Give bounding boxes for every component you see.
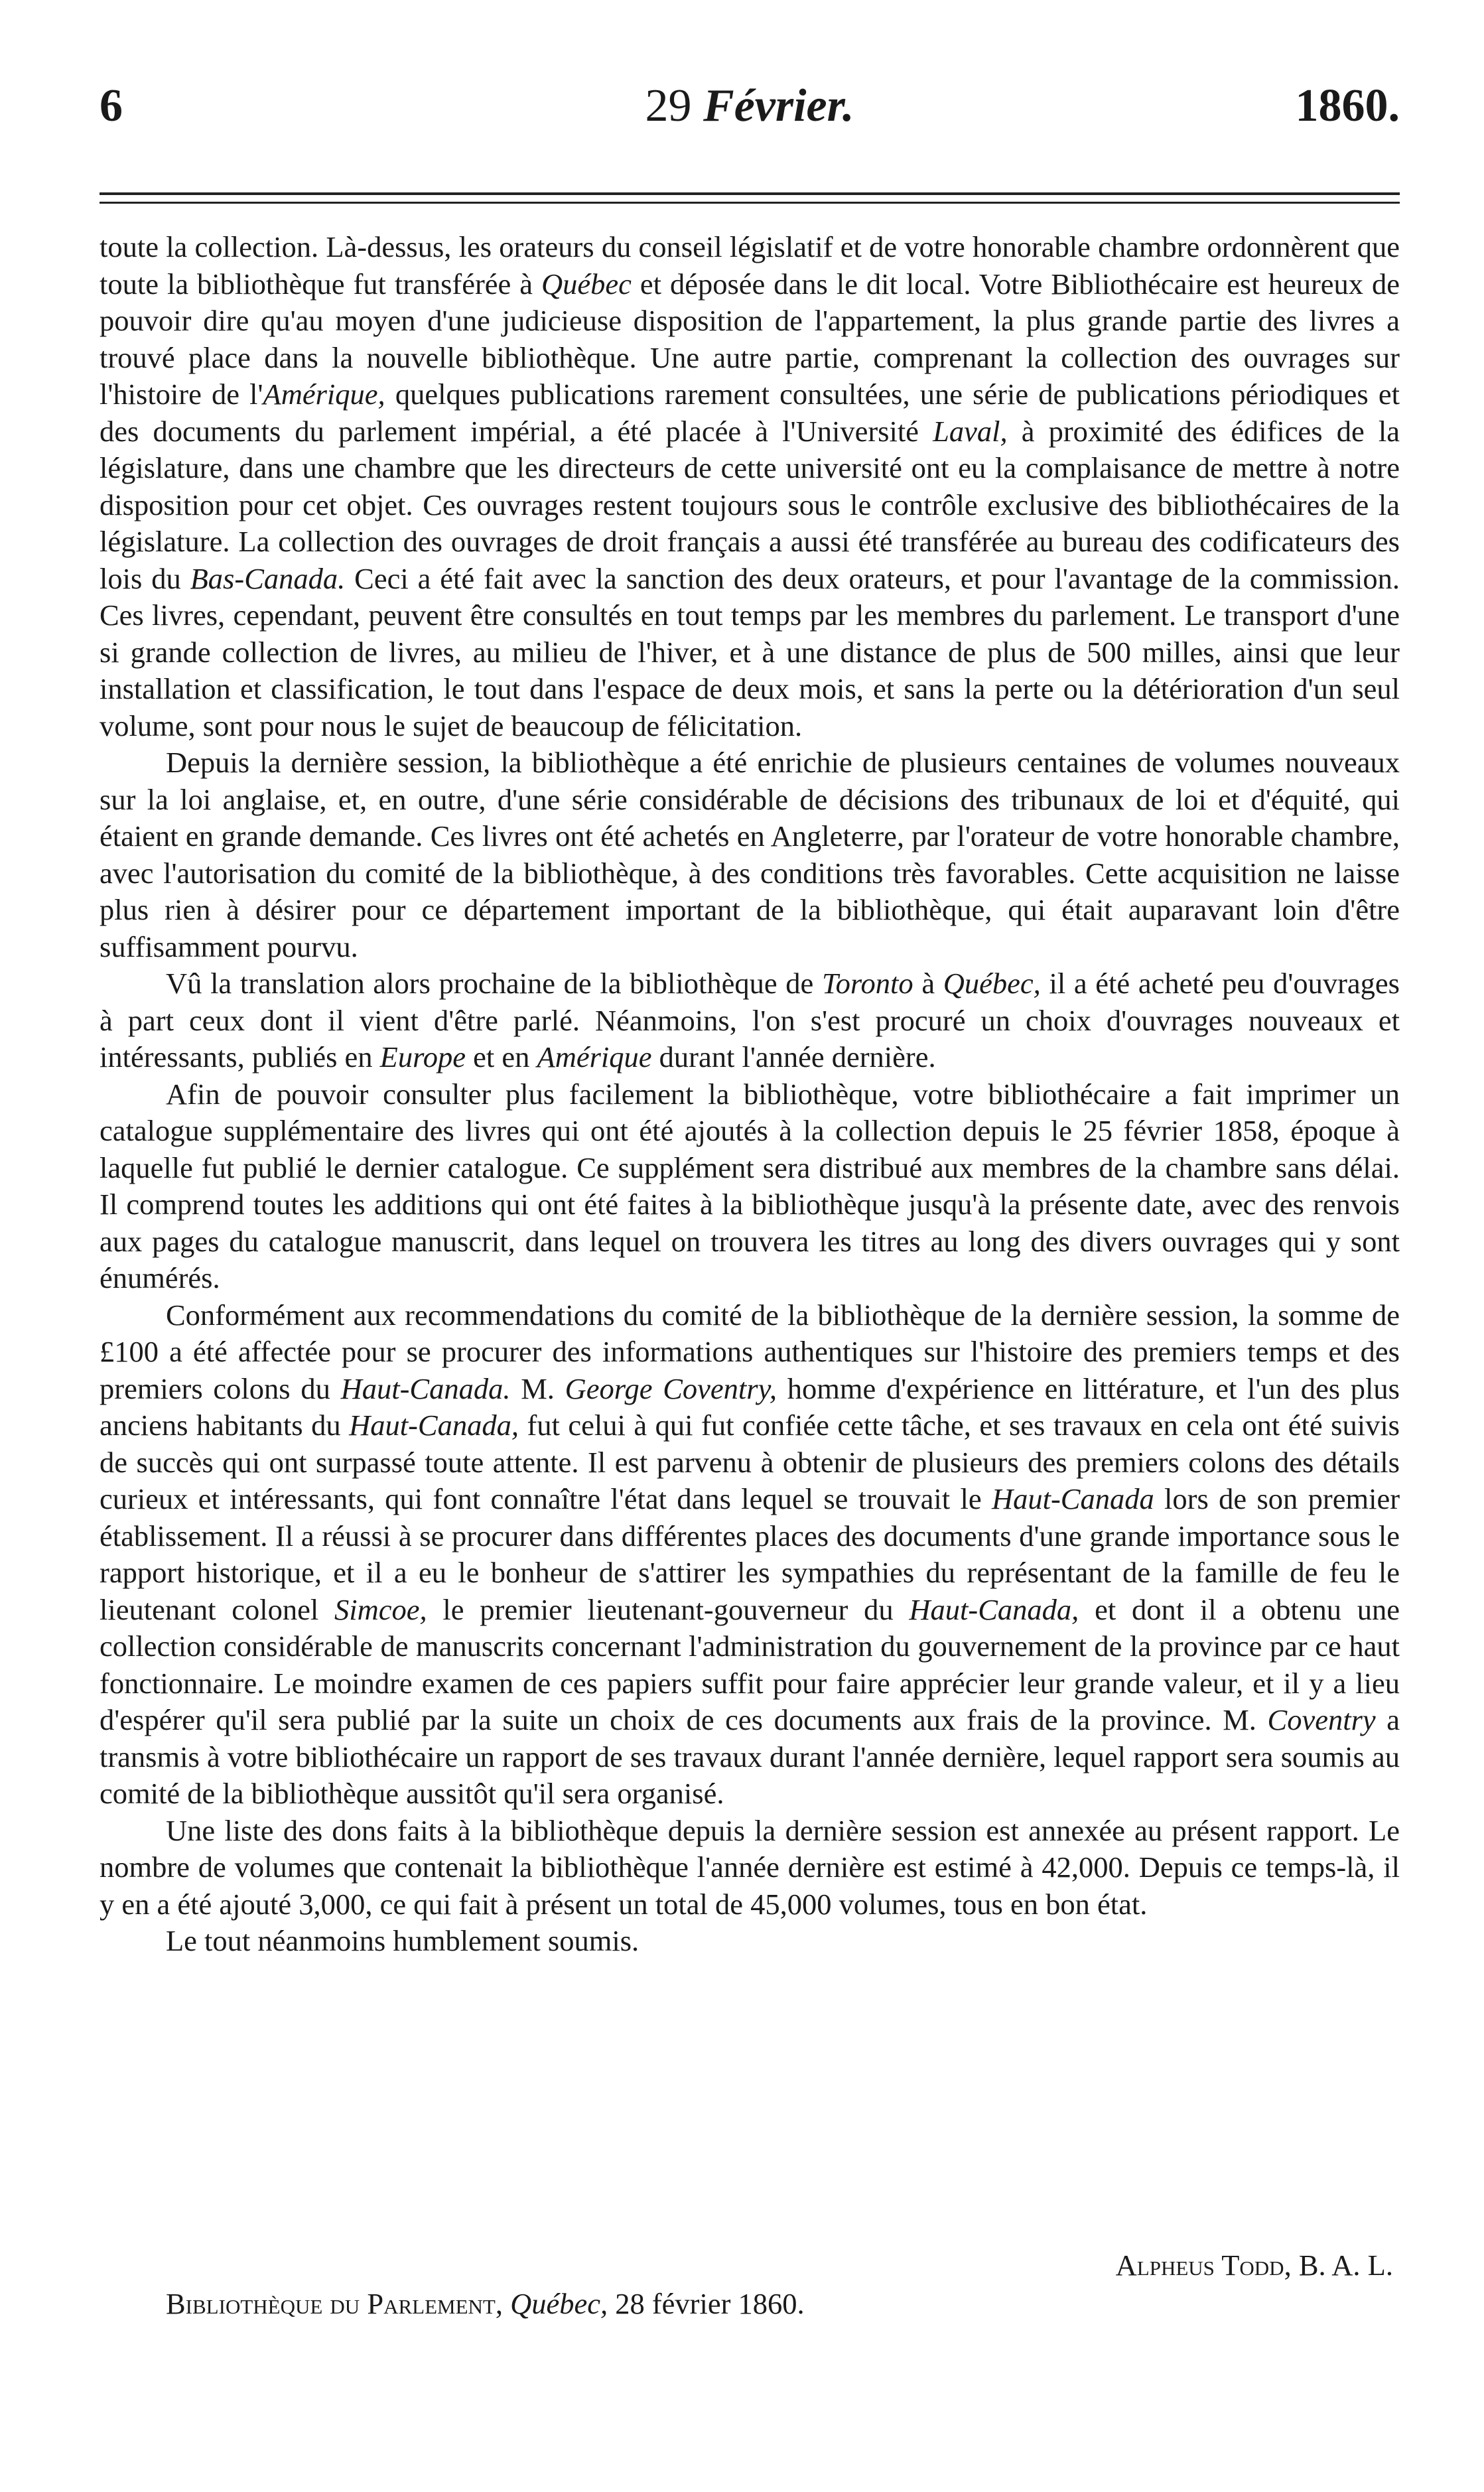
paragraph (100, 1813, 1400, 1923)
text-run: Le tout néanmoins humblement soumis. (166, 1924, 640, 1957)
header-date-day: 29 (645, 80, 692, 131)
italic-text: Simcoe, (334, 1592, 427, 1626)
paragraph (100, 965, 1400, 1076)
text-run: Une liste des dons faits à la bibliothèque depuis la dernière session est annexée au présent rapport. Le nombre de volumes que contenait la bibliothèque l'année dernière est estimé à 42,000. Depuis ce temps-là, il y en a été ajouté 3,000, ce qui fait à présent un total de 45,000 volumes, tous en bon état. (100, 1813, 1400, 1921)
text-run: a transmis à votre bibliothécaire un rapport de ses travaux durant l'année dernière, lequel rapport sera soumis au comité de la bibliothèque aussitôt qu'il sera organisé. (100, 1703, 1400, 1810)
text-run: le premier lieutenant-gouverneur du (427, 1592, 910, 1626)
signature-block (100, 2246, 1400, 2323)
header-year: 1860. (1295, 80, 1400, 131)
italic-text: Québec, (943, 967, 1041, 1000)
text-run: et en (466, 1040, 537, 1073)
signature-author: Alpheus Todd, B. A. L. (1115, 2249, 1393, 2282)
italic-text: Coventry (1267, 1703, 1376, 1736)
text-run: homme d'expérience en littérature, et l'un des plus anciens habitants du (100, 1371, 1400, 1442)
text-run: il a été acheté peu d'ouvrages à part ceux dont il vient d'être parlé. Néanmoins, l'on s'est procuré un choix d'ouvrages nouveaux et intéressants, publiés en (100, 967, 1400, 1073)
text-run: Ceci a été fait avec la sanction des deux orateurs, et pour l'avantage de la commission. Ces livres, cependant, peuvent être consultés en tout temps par les membres du parlement. Le transport d'une si grande collection de livres, au milieu de l'hiver, et à une distance de plus de 500 milles, ainsi que leur installation et classification, le tout dans l'espace de deux mois, et sans la perte ou la détérioration d'un seul volume, sont pour nous le sujet de beaucoup de félicitation. (100, 561, 1400, 742)
signature-city: Québec, (510, 2287, 608, 2320)
signature-place (100, 2284, 1400, 2323)
text-run: Depuis la dernière session, la bibliothèque a été enrichie de plusieurs centaines de volumes nouveaux sur la loi anglaise, et, en outre, d'une série considérable de décisions des tribunaux de loi et d'équité, qui étaient en grande demande. Ces livres ont été achetés en Angleterre, par l'orateur de votre honorable chambre, avec l'autorisation du comité de la bibliothèque, à des conditions très favorables. Cette acquisition ne laisse plus rien à désirer pour ce département important de la bibliothèque, qui était auparavant loin d'être suffisamment pourvu. (100, 746, 1400, 963)
italic-text: Haut-Canada. (340, 1371, 511, 1405)
paragraph (100, 1923, 1400, 1960)
paragraph (100, 1297, 1400, 1813)
text-run: et dont il a obtenu une collection considérable de manuscrits concernant l'administration du gouvernement de la province par ce haut fonctionnaire. Le moindre examen de ces papiers suffit pour faire apprécier leur grande valeur, et il y a lieu d'espérer qu'il sera publié par la suite un choix de ces documents aux frais de la province. M. (100, 1592, 1400, 1736)
text-run: quelques publications rarement consultées, une série de publications périodiques et des documents du parlement impérial, a été placée à l'Université (100, 378, 1400, 448)
italic-text: Amérique (537, 1040, 652, 1073)
paragraph (100, 744, 1400, 965)
italic-text: Bas-Canada. (190, 561, 346, 595)
italic-text: Europe (379, 1040, 466, 1073)
italic-text: Haut-Canada (991, 1482, 1154, 1515)
signature-institution: Bibliothèque du Parlement, (166, 2287, 503, 2320)
text-run: à proximité des édifices de la législature, dans une chambre que les directeurs de cette université ont eu la complaisance de mettre à notre disposition pour cet objet. Ces ouvrages restent toujours sous le contrôle exclusive des bibliothécaires de la législature. La collection des ouvrages de droit français a aussi été transférée au bureau des codificateurs des lois du (100, 414, 1400, 595)
italic-text: George Coventry, (565, 1371, 777, 1405)
header-date-month: Février. (703, 80, 854, 131)
text-run: toute la collection. Là-dessus, les orateurs du conseil législatif et de votre honorable chambre ordonnèrent que toute la bibliothèque fut transférée à (100, 230, 1400, 301)
text-run: lors de son premier établissement. Il a réussi à se procurer dans différentes places des documents d'une grande importance sous le rapport historique, et il a eu le bonheur de s'attirer les sympathies du représentant de la famille de feu le lieutenant colonel (100, 1482, 1400, 1626)
paragraph (100, 1076, 1400, 1297)
italic-text: Amérique, (263, 378, 385, 411)
signature-date: 28 février 1860. (615, 2287, 805, 2320)
text-run: fut celui à qui fut confiée cette tâche, et ses travaux en cela ont été suivis de succès qui ont surpassé toute attente. Il est parvenu à obtenir de plusieurs des premiers colons des détails curieux et intéressants, qui font connaître l'état dans lequel se trouvait le (100, 1409, 1400, 1515)
header-rule-bottom (100, 202, 1400, 204)
italic-text: Laval, (933, 414, 1008, 448)
text-run: Afin de pouvoir consulter plus facilement la bibliothèque, votre bibliothécaire a fait imprimer un catalogue supplémentaire des livres qui ont été ajoutés à la collection depuis le 25 février 1858, époque à laquelle fut publié le dernier catalogue. Ce supplément sera distribué aux membres de la chambre sans délai. Il comprend toutes les additions qui ont été faites à la bibliothèque jusqu'à la présente date, avec des renvois aux pages du catalogue manuscrit, dans lequel on trouvera les titres au long des divers ouvrages qui y sont énumérés. (100, 1077, 1400, 1294)
page-header (100, 80, 1400, 153)
text-run: Conformément aux recommendations du comité de la bibliothèque de la dernière session, la somme de £100 a été affectée pour se procurer des informations authentiques sur l'histoire des premiers temps et des premiers colons du (100, 1298, 1400, 1405)
text-run: durant l'année dernière. (651, 1040, 936, 1073)
text-run: Vû la translation alors prochaine de la bibliothèque de (166, 967, 822, 1000)
report-body (100, 229, 1400, 1960)
header-date (100, 80, 1400, 133)
italic-text: Haut-Canada, (349, 1409, 519, 1442)
italic-text: Québec (541, 267, 632, 301)
italic-text: Haut-Canada, (909, 1592, 1079, 1626)
italic-text: Toronto (821, 967, 913, 1000)
paragraph (100, 229, 1400, 744)
text-run: M. (510, 1371, 565, 1405)
text-run: à (913, 967, 943, 1000)
header-rule-top (100, 192, 1400, 195)
text-run: et déposée dans le dit local. Votre Bibliothécaire est heureux de pouvoir dire qu'au moyen d'une judicieuse disposition de l'appartement, la plus grande partie des livres a trouvé place dans la nouvelle bibliothèque. Une autre partie, comprenant la collection des ouvrages sur l'histoire de l' (100, 267, 1400, 411)
page-number: 6 (100, 80, 123, 131)
